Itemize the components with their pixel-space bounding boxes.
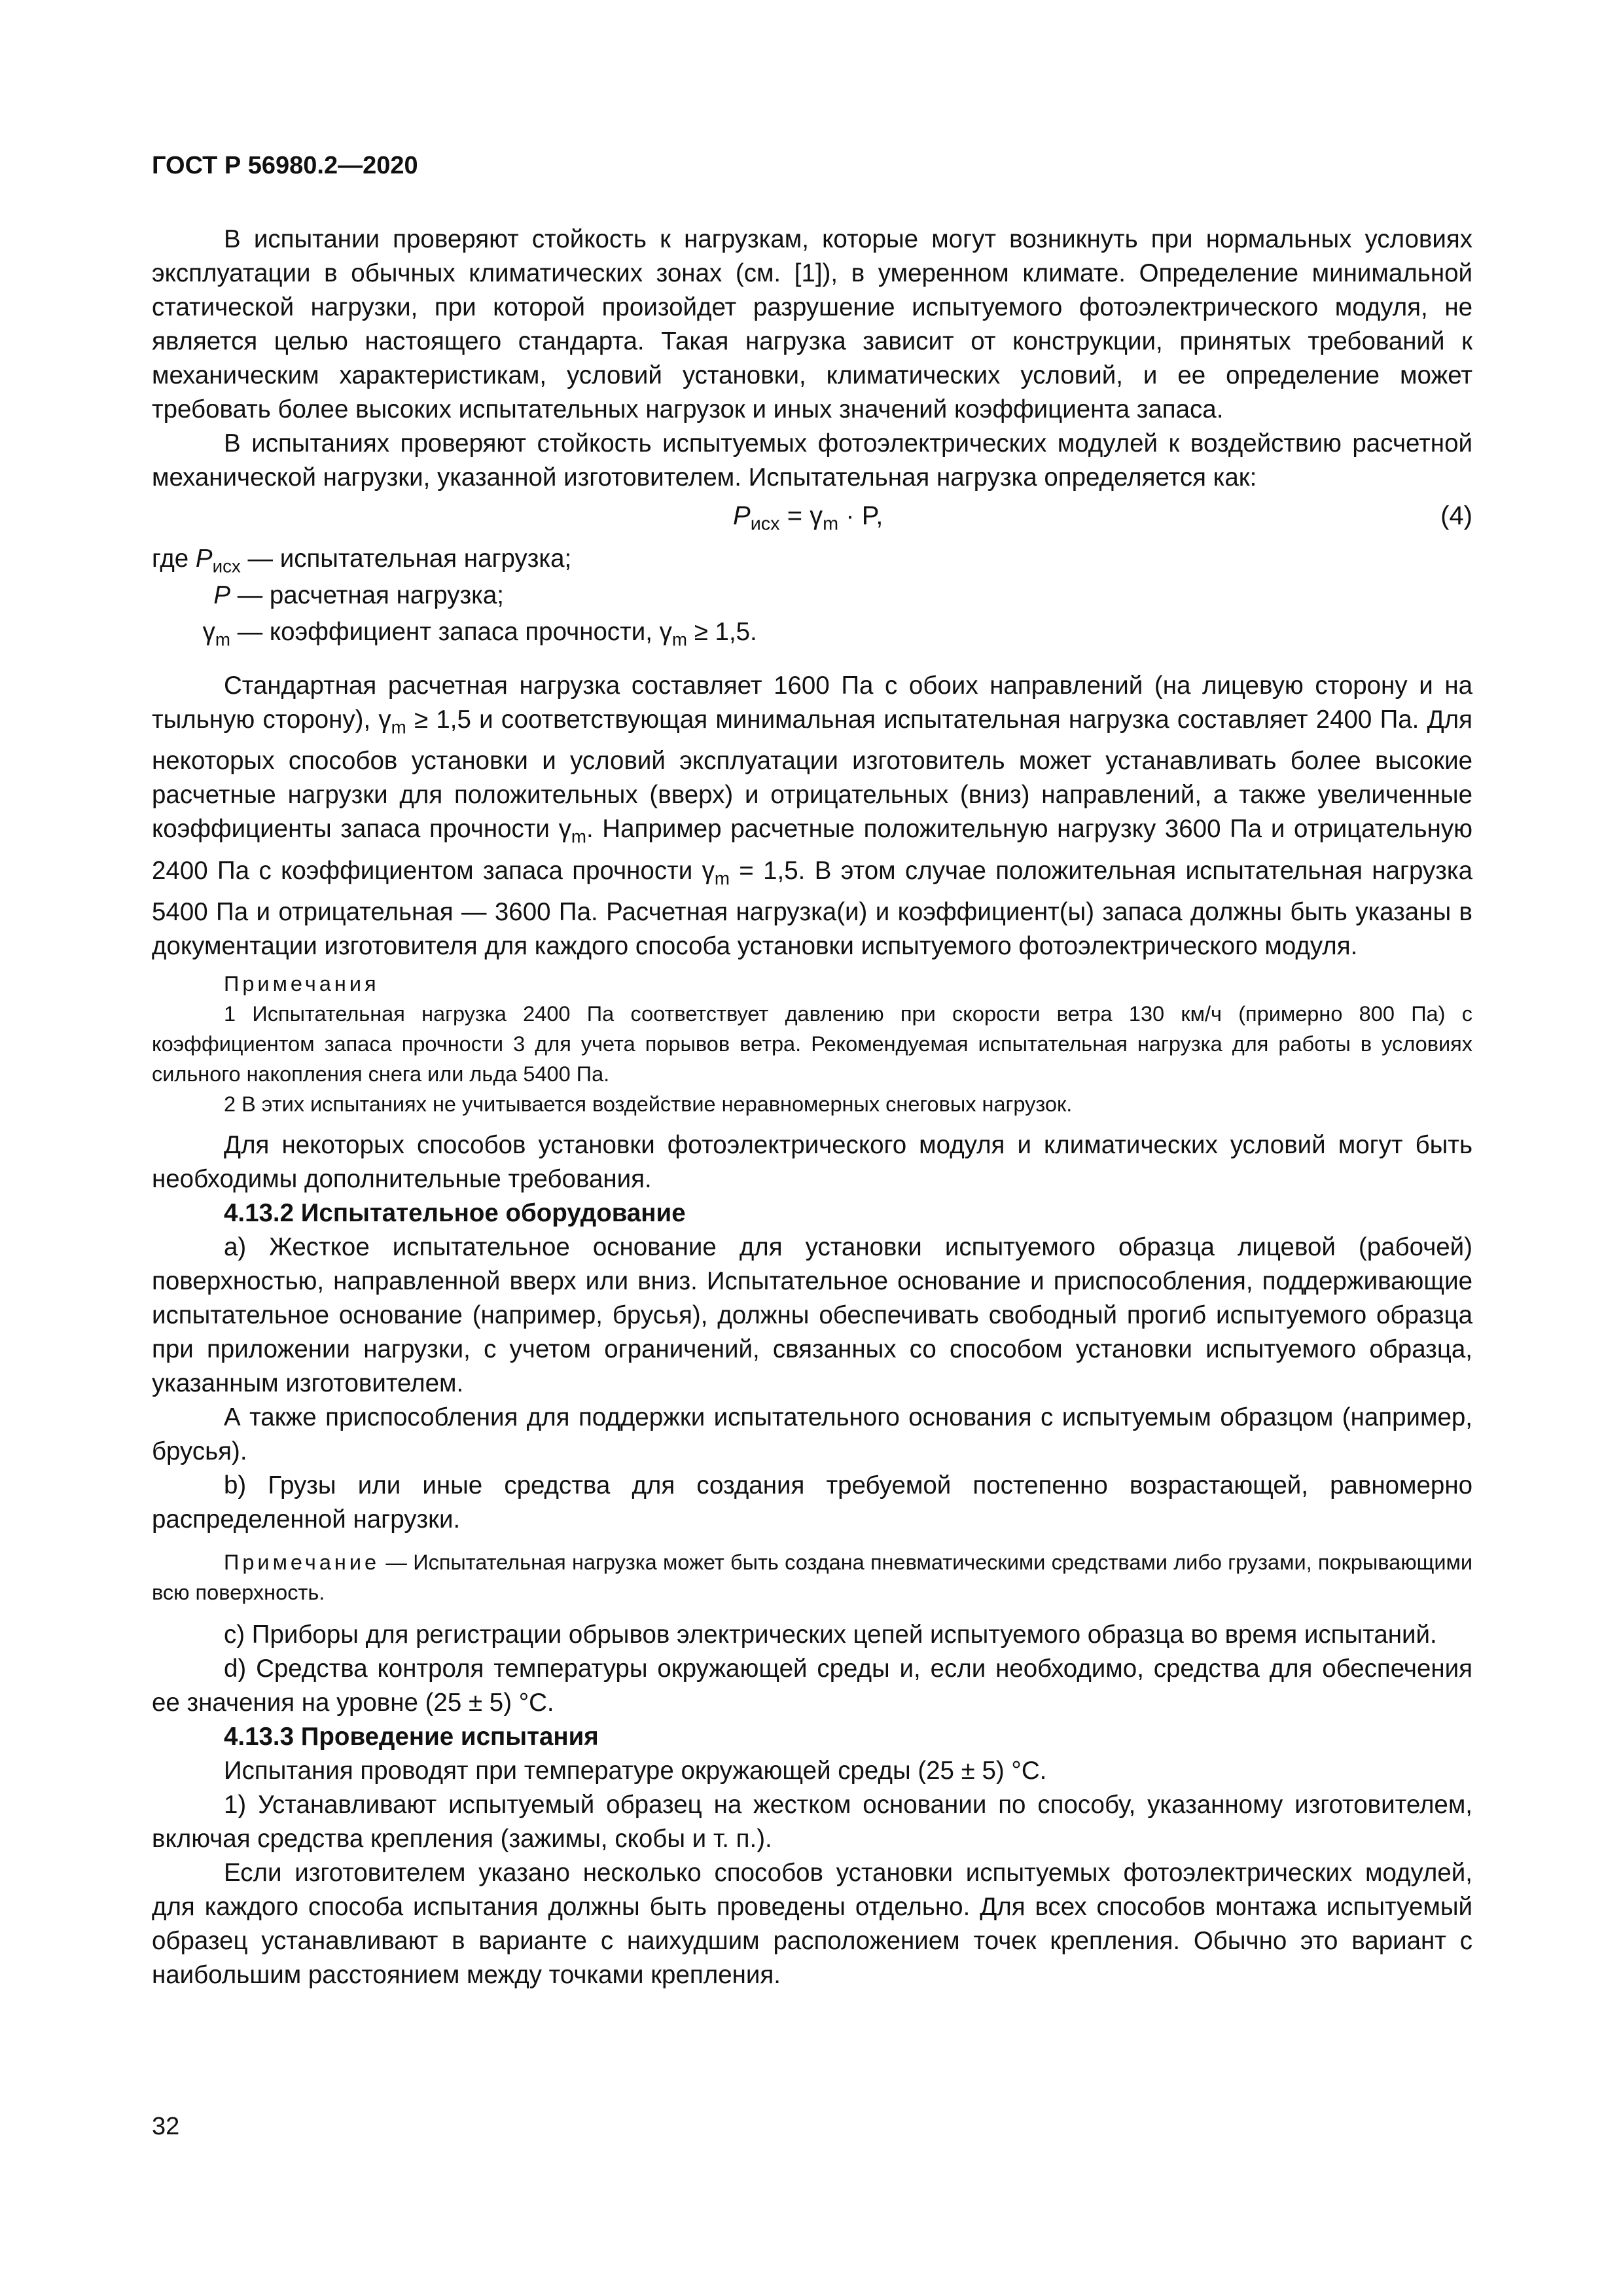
notes-block <box>152 969 1472 1119</box>
document-body <box>152 223 1472 1992</box>
formula-number: (4) <box>1440 501 1472 530</box>
definition-item: P — расчетная нагрузка; <box>213 581 504 609</box>
paragraph: Испытания проводят при температуре окружающей среды (25 ± 5) °С. <box>224 1756 1047 1785</box>
definition-item: где $P_{исх}$ — испытательная нагрузка; <box>152 545 572 577</box>
note-item: Примечание — Испытательная нагрузка может быть создана пневматическими средствами либо грузами, покрывающими всю поверхность. <box>152 1550 1472 1604</box>
definitions-list <box>152 541 1472 651</box>
notes-title: Примечания <box>224 971 380 996</box>
paragraph: 1) Устанавливают испытуемый образец на жестком основании по способу, указанному изготовителем, включая средства крепления (зажимы, скобы и т. п.). <box>152 1790 1472 1853</box>
formula-expression: $P_{исх} = \gamma_m \cdot P$, <box>733 501 883 535</box>
definition-item: $\gamma_m$ — коэффициент запаса прочности, $\gamma_m \ge 1,5$. <box>202 618 757 650</box>
paragraph: b) Грузы или иные средства для создания требуемой постепенно возрастающей, равномерно распределенной нагрузки. <box>152 1471 1472 1534</box>
note-item: 2 В этих испытаниях не учитывается воздействие неравномерных снеговых нагрузок. <box>224 1092 1073 1116</box>
formula-4 <box>152 499 1472 541</box>
section-heading: 4.13.2 Испытательное оборудование <box>224 1198 686 1227</box>
page-number: 32 <box>152 2113 180 2140</box>
paragraph: А также приспособления для поддержки испытательного основания с испытуемым образцом (например, брусья). <box>152 1403 1472 1465</box>
paragraph: В испытании проверяют стойкость к нагрузкам, которые могут возникнуть при нормальных условиях эксплуатации в обычных климатических зонах (см. [1]), в умеренном климате. Определение минимальной статической нагрузки, при которой произойдет разрушение испытуемого фотоэлектрического модуля, не является целью настоящего стандарта. Такая нагрузка зависит от конструкции, принятых требований к механическим характеристикам, условий установки, климатических условий, и ее определение может требовать более высоких испытательных нагрузок и иных значений коэффициента запаса. <box>152 225 1472 423</box>
paragraph: В испытаниях проверяют стойкость испытуемых фотоэлектрических модулей к воздействию расчетной механической нагрузки, указанной изготовителем. Испытательная нагрузка определяется как: <box>152 429 1472 492</box>
paragraph: c) Приборы для регистрации обрывов электрических цепей испытуемого образца во время испытаний. <box>224 1620 1437 1649</box>
section-heading: 4.13.3 Проведение испытания <box>224 1722 599 1751</box>
note-item: 1 Испытательная нагрузка 2400 Па соответствует давлению при скорости ветра 130 км/ч (примерно 800 Па) с коэффициентом запаса прочности 3 для учета порывов ветра. Рекомендуемая испытательная нагрузка для работы в условиях сильного накопления снега или льда 5400 Па. <box>152 1001 1472 1086</box>
note-block <box>152 1547 1472 1607</box>
paragraph: d) Средства контроля температуры окружающей среды и, если необходимо, средства для обеспечения ее значения на уровне (25 ± 5) °С. <box>152 1654 1472 1717</box>
paragraph: Для некоторых способов установки фотоэлектрического модуля и климатических условий могут быть необходимы дополнительные требования. <box>152 1130 1472 1193</box>
paragraph: Стандартная расчетная нагрузка составляет 1600 Па с обоих направлений (на лицевую сторону и на тыльную сторону), $\gamma_m \ge 1,5$ и соответствующая минимальная испытательная нагрузка составляет 2400 Па. Для некоторых способов установки и условий эксплуатации изготовитель может устанавливать более высокие расчетные нагрузки для положительных (вверх) и отрицательных (вниз) направлений, а также увеличенные коэффициенты запаса прочности $\gamma_m$. Например расчетные положительную нагрузку 3600 Па и отрицательную 2400 Па с коэффициентом запаса прочности $\gamma_m = 1,5$. В этом случае положительная испытательная нагрузка 5400 Па и отрицательная — 3600 Па. Расчетная нагрузка(и) и коэффициент(ы) запаса должны быть указаны в документации изготовителя для каждого способа установки испытуемого фотоэлектрического модуля. <box>152 672 1472 960</box>
paragraph: а) Жесткое испытательное основание для установки испытуемого образца лицевой (рабочей) поверхностью, направленной вверх или вниз. Испытательное основание и приспособления, поддерживающие испытательное основание (например, брусья), должны обеспечивать свободный прогиб испытуемого образца при приложении нагрузки, с учетом ограничений, связанных со способом установки испытуемого образца, указанным изготовителем. <box>152 1232 1472 1397</box>
paragraph: Если изготовителем указано несколько способов установки испытуемых фотоэлектрических модулей, для каждого способа испытания должны быть проведены отдельно. Для всех способов монтажа испытуемый образец устанавливают в варианте с наихудшим расположением точек крепления. Обычно это вариант с наибольшим расстоянием между точками крепления. <box>152 1858 1472 1989</box>
document-header: ГОСТ Р 56980.2—2020 <box>152 152 418 179</box>
